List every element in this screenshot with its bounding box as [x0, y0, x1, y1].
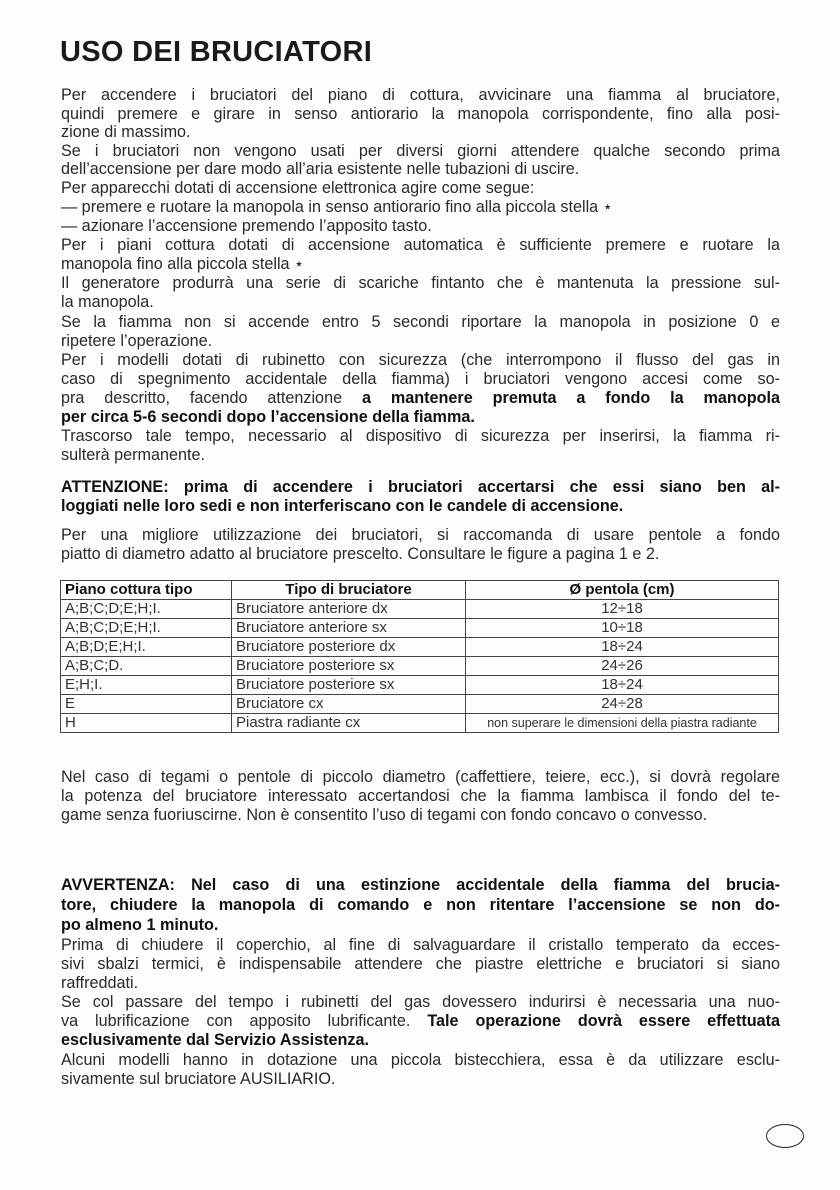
text-line — [61, 1012, 780, 1031]
warning-line: po almeno 1 minuto. — [61, 916, 219, 934]
text-line: sivi sbalzi termici, è indispensabile attendere che piastre elettriche e bruciatori si siano — [61, 955, 780, 973]
text-line: game senza fuoriuscirne. Non è consentito l’uso di tegami con fondo concavo o convesso. — [61, 806, 708, 824]
text-line: ripetere l’operazione. — [61, 332, 213, 350]
table-cell: Bruciatore posteriore sx — [232, 657, 466, 676]
table-cell: Piastra radiante cx — [232, 714, 466, 733]
text-segment: pra descritto, facendo attenzione — [61, 389, 362, 407]
text-line: — premere e ruotare la manopola in senso antiorario fino alla piccola stella ⋆ — [61, 198, 613, 216]
table-row — [61, 714, 779, 733]
table-row — [61, 695, 779, 714]
table-cell: E — [61, 695, 232, 714]
table-cell: 10÷18 — [466, 619, 779, 638]
table-cell: Bruciatore posteriore sx — [232, 676, 466, 695]
warning-line: AVVERTENZA: Nel caso di una estinzione accidentale della fiamma del brucia- — [61, 876, 780, 894]
table-row — [61, 600, 779, 619]
text-line: piatto di diametro adatto al bruciatore prescelto. Consultare le figure a pagina 1 e 2. — [61, 545, 660, 563]
table-header: Tipo di bruciatore — [232, 581, 466, 600]
table-cell: A;B;C;D;E;H;I. — [61, 619, 232, 638]
text-line: esclusivamente dal Servizio Assistenza. — [61, 1031, 370, 1049]
table-header: Ø pentola (cm) — [466, 581, 779, 600]
text-line: Per accendere i bruciatori del piano di cottura, avvicinare una fiamma al bruciatore, — [61, 86, 780, 104]
bold-segment: Tale operazione dovrà essere effettuata — [427, 1012, 781, 1030]
text-line: — azionare l’accensione premendo l’apposito tasto. — [61, 217, 432, 235]
text-line: la manopola. — [61, 293, 154, 311]
bold-segment: a mantenere premuta a fondo la manopola — [361, 389, 780, 407]
text-line: Prima di chiudere il coperchio, al fine di salvaguardare il cristallo temperato da ecces- — [61, 936, 780, 954]
text-line: manopola fino alla piccola stella ⋆ — [61, 255, 305, 273]
text-line: Nel caso di tegami o pentole di piccolo diametro (caffettiere, teiere, ecc.), si dovrà regolare — [61, 768, 780, 786]
text-line: Per una migliore utilizzazione dei bruciatori, si raccomanda di usare pentole a fondo — [61, 526, 780, 544]
table-cell: 12÷18 — [466, 600, 779, 619]
table-cell: Bruciatore anteriore dx — [232, 600, 466, 619]
text-line — [61, 389, 780, 408]
text-line: Per i piani cottura dotati di accensione automatica è sufficiente premere e ruotare la — [61, 236, 780, 254]
text-line: per circa 5-6 secondi dopo l’accensione della fiamma. — [61, 408, 475, 426]
page-marker-oval — [766, 1124, 804, 1148]
text-line: Alcuni modelli hanno in dotazione una piccola bistecchiera, essa è da utilizzare esclu- — [61, 1051, 780, 1069]
table-row — [61, 619, 779, 638]
table-cell: Bruciatore anteriore sx — [232, 619, 466, 638]
table-row — [61, 638, 779, 657]
text-segment: va lubrificazione con apposito lubrificante. — [61, 1012, 428, 1030]
burner-table — [60, 580, 779, 733]
text-line: Per i modelli dotati di rubinetto con sicurezza (che interrompono il flusso del gas in — [61, 351, 780, 369]
table-cell: A;B;D;E;H;I. — [61, 638, 232, 657]
text-line: dell’accensione per dare modo all’aria esistente nelle tubazioni di uscire. — [61, 160, 580, 178]
table-cell: A;B;C;D. — [61, 657, 232, 676]
warning-line: tore, chiudere la manopola di comando e non ritentare l’accensione se non do- — [61, 896, 780, 914]
text-line: Il generatore produrrà una serie di scariche fintanto che è mantenuta la pressione sul- — [61, 274, 780, 292]
text-line: Se i bruciatori non vengono usati per diversi giorni attendere qualche secondo prima — [61, 142, 780, 160]
text-line: Se la fiamma non si accende entro 5 secondi riportare la manopola in posizione 0 e — [61, 313, 780, 331]
text-line: quindi premere e girare in senso antiorario la manopola corrispondente, fino alla posi- — [61, 105, 780, 123]
warning-line: loggiati nelle loro sedi e non interferiscano con le candele di accensione. — [61, 497, 624, 515]
text-line: Per apparecchi dotati di accensione elettronica agire come segue: — [61, 179, 535, 197]
table-cell: H — [61, 714, 232, 733]
table-row — [61, 676, 779, 695]
text-line: raffreddati. — [61, 974, 139, 992]
text-line: sulterà permanente. — [61, 446, 205, 464]
text-line: caso di spegnimento accidentale della fiamma) i bruciatori vengono accesi come so- — [61, 370, 780, 388]
table-header-row — [61, 581, 779, 600]
table-cell: 24÷28 — [466, 695, 779, 714]
table-header: Piano cottura tipo — [61, 581, 232, 600]
table-cell: non superare le dimensioni della piastra radiante — [466, 714, 779, 733]
warning-line: ATTENZIONE: prima di accendere i bruciatori accertarsi che essi siano ben al- — [61, 478, 780, 496]
table-cell: Bruciatore posteriore dx — [232, 638, 466, 657]
table-cell: E;H;I. — [61, 676, 232, 695]
table-cell: 18÷24 — [466, 676, 779, 695]
table-cell: A;B;C;D;E;H;I. — [61, 600, 232, 619]
text-line: sivamente sul bruciatore AUSILIARIO. — [61, 1070, 336, 1088]
table-cell: 18÷24 — [466, 638, 779, 657]
table-cell: Bruciatore cx — [232, 695, 466, 714]
text-line: Trascorso tale tempo, necessario al dispositivo di sicurezza per inserirsi, la fiamma ri- — [61, 427, 780, 445]
text-line: la potenza del bruciatore interessato accertandosi che la fiamma lambisca il fondo del te- — [61, 787, 780, 805]
text-line: Se col passare del tempo i rubinetti del gas dovessero indurirsi è necessaria una nuo- — [61, 993, 780, 1011]
table-row — [61, 657, 779, 676]
text-line: zione di massimo. — [61, 123, 191, 141]
table-cell: 24÷26 — [466, 657, 779, 676]
page-title: USO DEI BRUCIATORI — [60, 36, 373, 68]
